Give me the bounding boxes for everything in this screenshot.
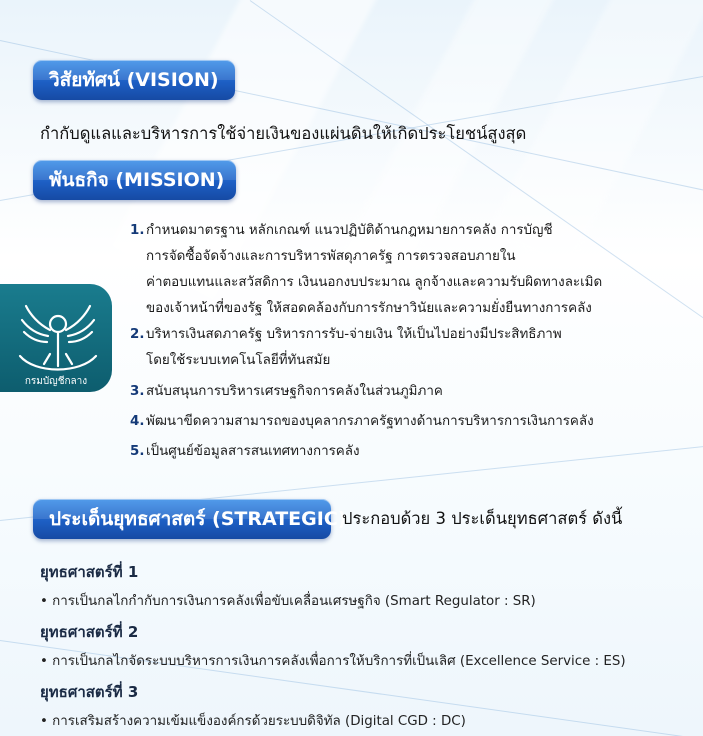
mission-line: กำหนดมาตรฐาน หลักเกณฑ์ แนวปฏิบัติด้านกฎหมายการคลัง การบัญชี [146,223,553,238]
strategic-description: ประกอบด้วย 3 ประเด็นยุทธศาสตร์ ดังนี้ [342,509,623,528]
mission-number: 3. [130,384,145,399]
mission-number: 2. [130,327,145,342]
mission-item [130,379,602,405]
strategy-item: • การเป็นกลไกจัดระบบบริหารการเงินการคลังเพื่อการให้บริการที่เป็นเลิศ (Excellence Service : ES) [40,654,626,669]
mission-line: โดยใช้ระบบเทคโนโลยีที่ทันสมัย [146,353,331,368]
strategy-item: • การเสริมสร้างความเข้มแข็งองค์กรด้วยระบบดิจิทัล (Digital CGD : DC) [40,714,466,729]
mission-item [130,218,602,244]
strategy-item: • การเป็นกลไกกำกับการเงินการคลังเพื่อขับเคลื่อนเศรษฐกิจ (Smart Regulator : SR) [40,594,536,609]
mission-line: สนับสนุนการบริหารเศรษฐกิจการคลังในส่วนภูมิภาค [146,384,443,399]
cgd-logo [0,284,112,392]
strategy-title: ยุทธศาสตร์ที่ 1 [40,563,139,581]
strategic-heading: ประเด็นยุทธศาสตร์ (STRATEGIC) [33,499,331,539]
mission-line: ค่าตอบแทนและสวัสดิการ เงินนอกงบประมาณ ลูกจ้างและความรับผิดทางละเมิด [146,275,603,290]
mission-line: บริหารเงินสดภาครัฐ บริหารการรับ-จ่ายเงิน ให้เป็นไปอย่างมีประสิทธิภาพ [146,327,562,342]
mission-list [130,218,602,465]
logo-text: กรมบัญชีกลาง [24,376,88,387]
mission-line: เป็นศูนย์ข้อมูลสารสนเทศทางการคลัง [146,444,360,459]
mission-line: ของเจ้าหน้าที่ของรัฐ ให้สอดคล้องกับการรักษาวินัยและความยั่งยืนทางการคลัง [146,301,592,316]
mission-item [130,322,602,348]
garuda-emblem-icon [0,284,112,392]
vision-text: กำกับดูแลและบริหารการใช้จ่ายเงินของแผ่นดินให้เกิดประโยชน์สูงสุด [40,124,527,143]
mission-number: 1. [130,223,145,238]
mission-number: 4. [130,414,145,429]
mission-item [130,409,602,435]
mission-line: การจัดซื้อจัดจ้างและการบริหารพัสดุภาครัฐ การตรวจสอบภายใน [146,249,516,264]
strategy-title: ยุทธศาสตร์ที่ 3 [40,683,139,701]
strategy-title: ยุทธศาสตร์ที่ 2 [40,623,139,641]
mission-item [130,439,602,465]
mission-line: พัฒนาขีดความสามารถของบุคลากรภาครัฐทางด้านการบริหารการเงินการคลัง [146,414,594,429]
mission-number: 5. [130,444,145,459]
mission-heading: พันธกิจ (MISSION) [33,160,236,200]
vision-heading: วิสัยทัศน์ (VISION) [33,60,235,100]
